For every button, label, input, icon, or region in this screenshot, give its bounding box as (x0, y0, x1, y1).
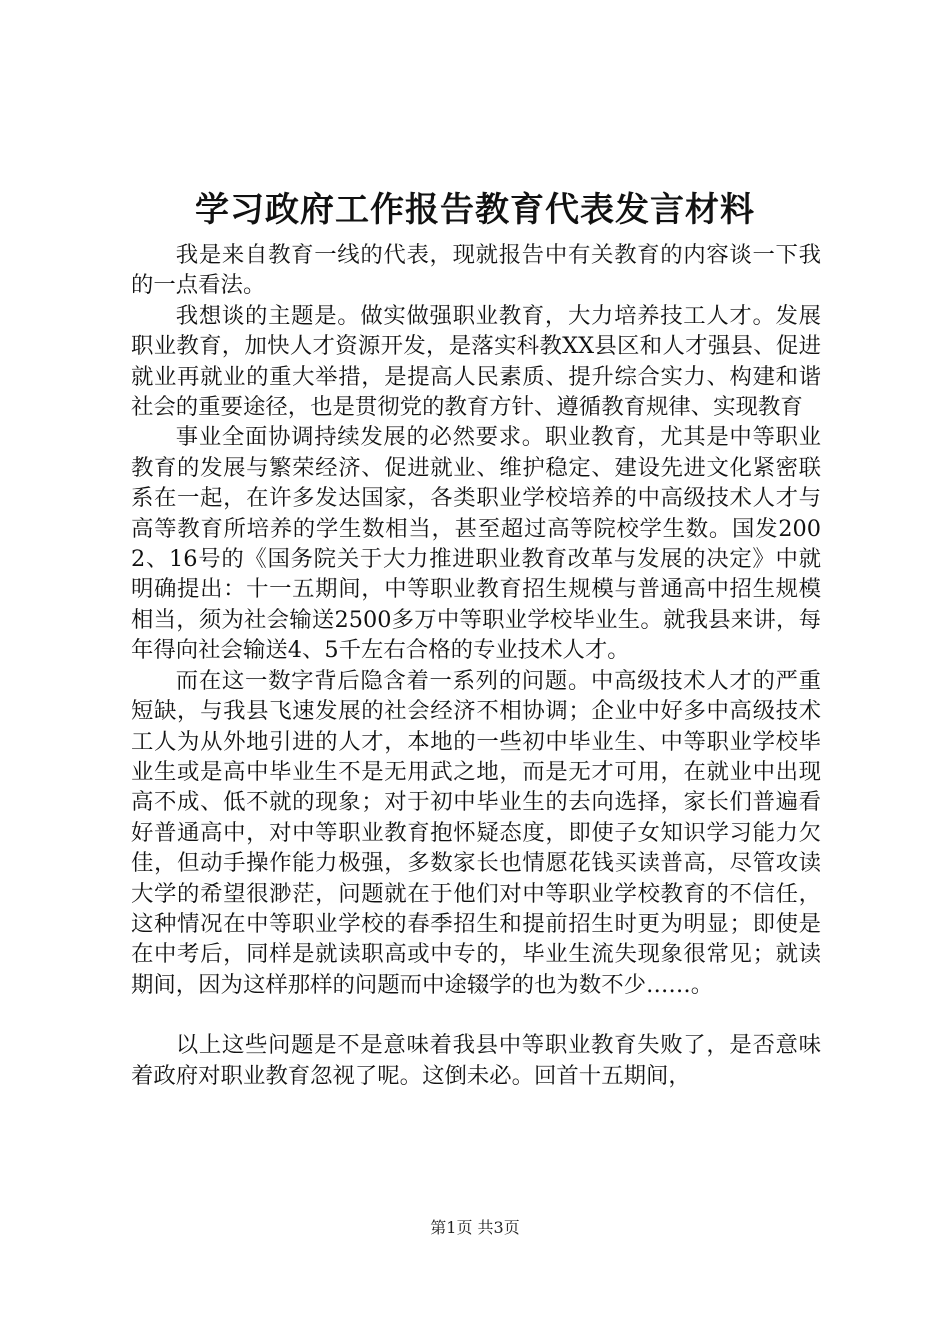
paragraph: 以上这些问题是不是意味着我县中等职业教育失败了，是否意味着政府对职业教育忽视了呢。这倒未必。回首十五期间， (131, 1032, 821, 1089)
page-number-footer: 第1页 共3页 (430, 1218, 520, 1237)
paragraph: 我是来自教育一线的代表，现就报告中有关教育的内容谈一下我的一点看法。 (131, 242, 821, 299)
document-title: 学习政府工作报告教育代表发言材料 (195, 190, 755, 230)
document-body (131, 240, 821, 1091)
paragraph: 事业全面协调持续发展的必然要求。职业教育，尤其是中等职业教育的发展与繁荣经济、促进就业、维护稳定、建设先进文化紧密联系在一起，在许多发达国家，各类职业学校培养的中高级技术人才与高等教育所培养的学生数相当，甚至超过高等院校学生数。国发2002、16号的《国务院关于大力推进职业教育改革与发展的决定》中就明确提出：十一五期间，中等职业教育招生规模与普通高中招生规模相当，须为社会输送2500多万中等职业学校毕业生。就我县来讲，每年得向社会输送4、5千左右合格的专业技术人才。 (131, 424, 821, 664)
paragraph: 而在这一数字背后隐含着一系列的问题。中高级技术人才的严重短缺，与我县飞速发展的社会经济不相协调；企业中好多中高级技术工人为从外地引进的人才，本地的一些初中毕业生、中等职业学校毕业生或是高中毕业生不是无用武之地，而是无才可用，在就业中出现高不成、低不就的现象；对于初中毕业生的去向选择，家长们普遍看好普通高中，对中等职业教育抱怀疑态度，即使子女知识学习能力欠佳，但动手操作能力极强，多数家长也情愿花钱买读普高，尽管攻读大学的希望很渺茫，问题就在于他们对中等职业学校教育的不信任，这种情况在中等职业学校的春季招生和提前招生时更为明显；即使是在中考后，同样是就读职高或中专的，毕业生流失现象很常见；就读期间，因为这样那样的问题而中途辍学的也为数不少……。 (131, 667, 821, 998)
paragraph: 我想谈的主题是。做实做强职业教育，大力培养技工人才。发展职业教育，加快人才资源开发，是落实科教XX县区和人才强县、促进就业再就业的重大举措，是提高人民素质、提升综合实力、构建和谐社会的重要途径，也是贯彻党的教育方针、遵循教育规律、实现教育 (131, 302, 821, 421)
